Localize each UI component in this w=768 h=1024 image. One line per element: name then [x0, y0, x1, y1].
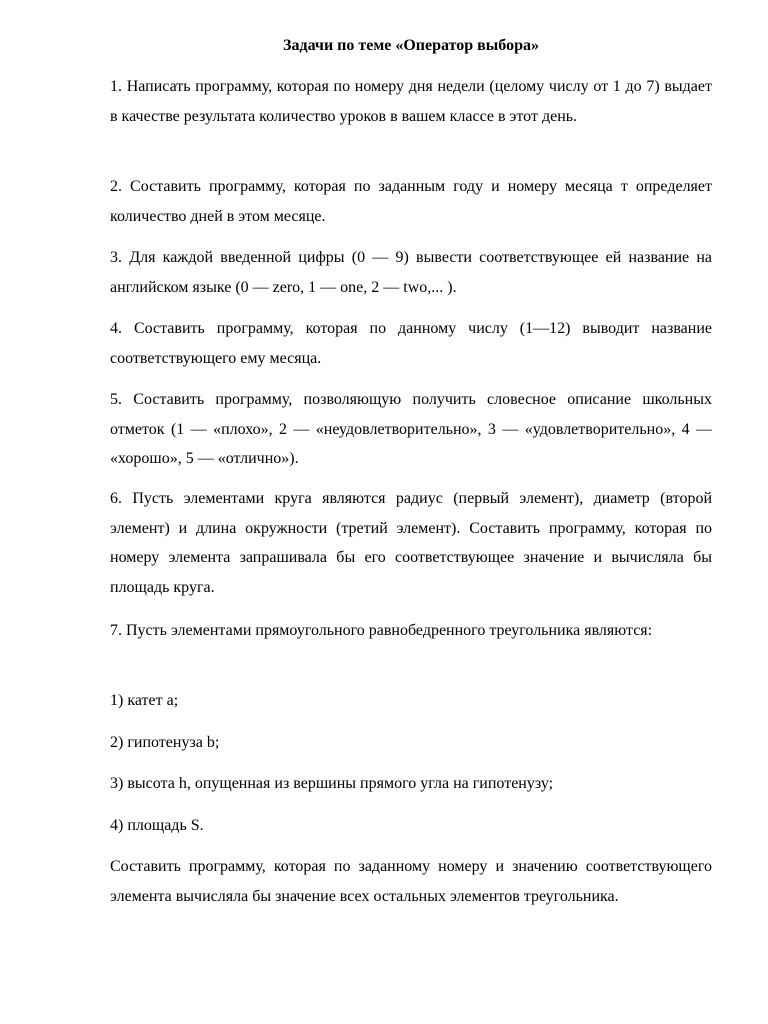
task-7-item-2: 2) гипотенуза b;	[110, 734, 220, 751]
task-7-item-4: 4) площадь S.	[110, 817, 204, 834]
task-1-paragraph: 1. Написать программу, которая по номеру дня недели (целому числу от 1 до 7) выдает в качестве результата количество уроков в вашем классе в этот день.	[110, 78, 712, 125]
task-3-paragraph: 3. Для каждой введенной цифры (0 — 9) вывести соответствующее ей название на английском языке (0 — zero, 1 — one, 2 — two,... ).	[110, 249, 712, 296]
task-4-paragraph: 4. Составить программу, которая по данному числу (1—12) выводит название соответствующего ему месяца.	[110, 320, 712, 367]
task-2-paragraph: 2. Составить программу, которая по заданным году и номеру месяца т определяет количество дней в этом месяце.	[110, 178, 712, 225]
task-7-paragraph: 7. Пусть элементами прямоугольного равнобедренного треугольника являются:	[110, 622, 653, 639]
task-7-conclusion-paragraph: Составить программу, которая по заданному номеру и значению соответствующего элемента вычисляла бы значение всех остальных элементов треугольника.	[110, 858, 712, 905]
task-7-item-3: 3) высота h, опущенная из вершины прямого угла на гипотенузу;	[110, 775, 554, 792]
task-5-paragraph: 5. Составить программу, позволяющую получить словесное описание школьных отметок (1 — «плохо», 2 — «неудовлетворительно», 3 — «удовлетворительно», 4 — «хорошо», 5 — «отлично»).	[110, 391, 712, 467]
task-7-item-1: 1) катет a;	[110, 692, 179, 709]
task-6-paragraph: 6. Пусть элементами круга являются радиус (первый элемент), диаметр (второй элемент) и длина окружности (третий элемент). Составить программу, которая по номеру элемента запрашивала бы его соответствующее значение и вычисляла бы площадь круга.	[110, 490, 712, 596]
document-title: Задачи по теме «Оператор выбора»	[283, 37, 539, 54]
